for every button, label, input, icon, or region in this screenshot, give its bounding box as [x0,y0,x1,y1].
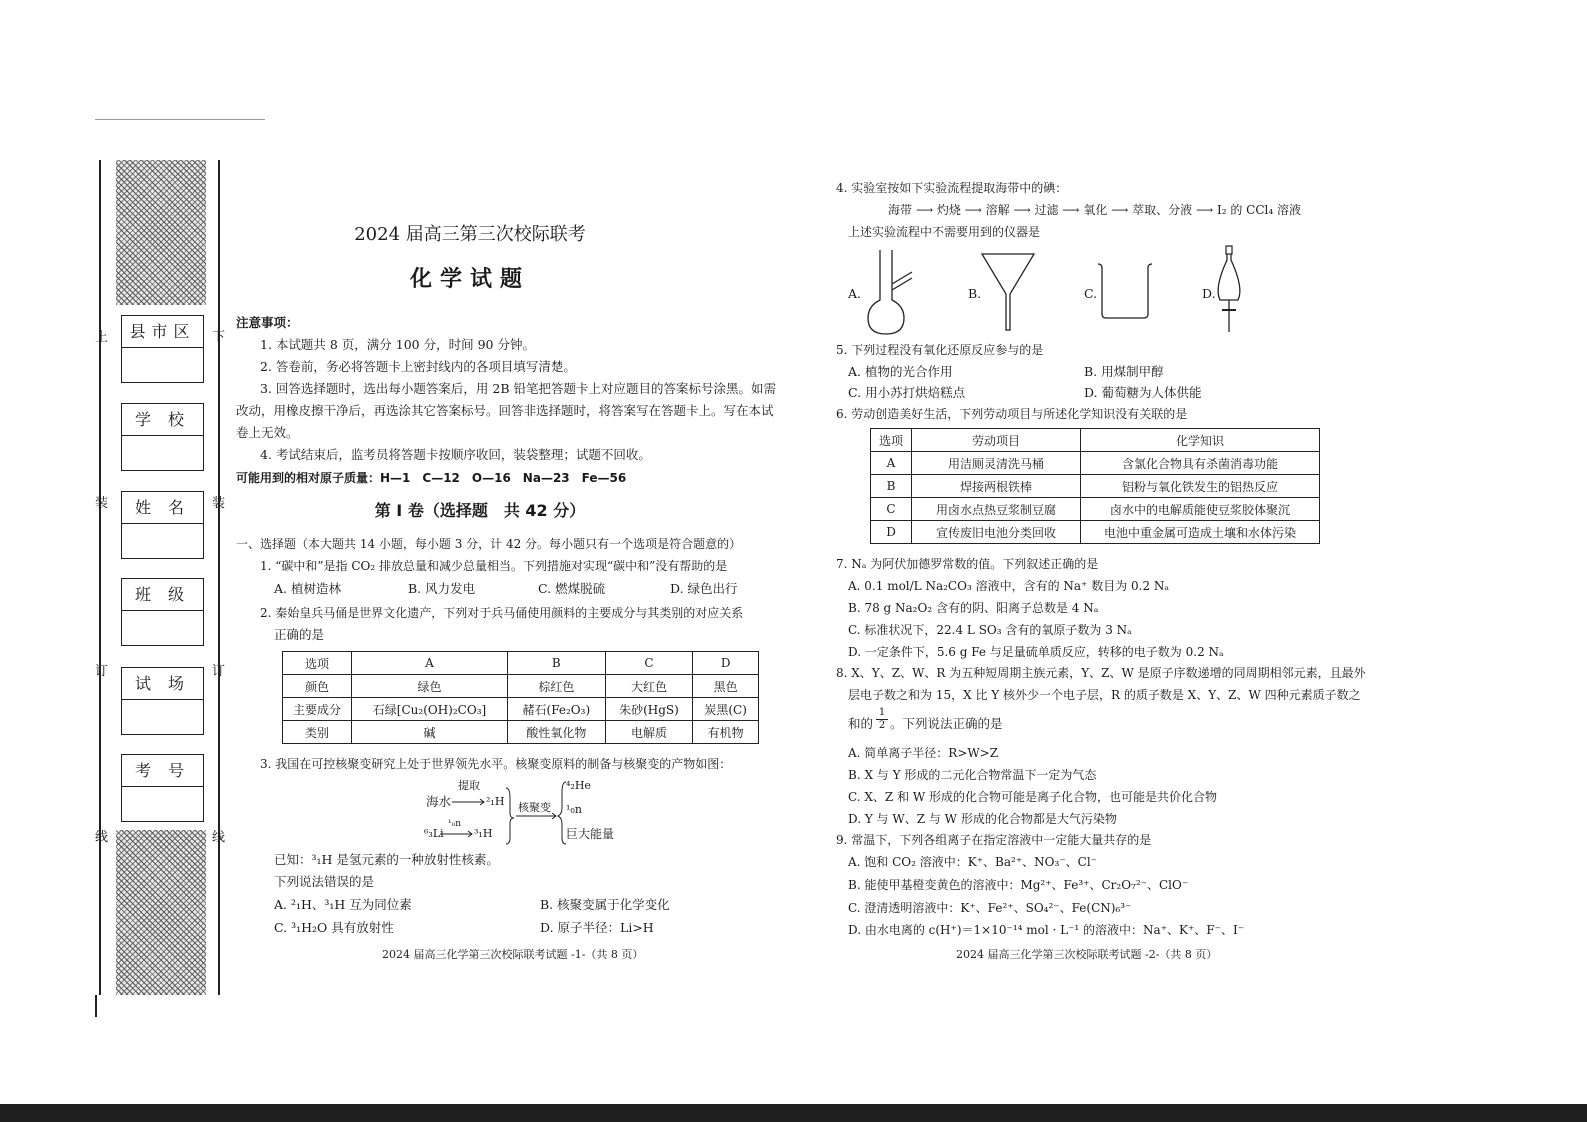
q4-stem: 4. 实验室按如下实验流程提取海带中的碘： [836,181,1068,195]
q2-cell: 赭石(Fe₂O₃) [508,698,606,721]
q9-option-b: B. 能使甲基橙变黄色的溶液中：Mg²⁺、Fe³⁺、Cr₂O₇²⁻、ClO⁻ [848,878,1189,892]
q5-option-d: D. 葡萄糖为人体供能 [1084,385,1202,400]
field-school[interactable] [121,403,204,471]
binding-pattern-top [116,160,206,305]
q7-option-a: A. 0.1 mol/L Na₂CO₃ 溶液中，含有的 Na⁺ 数目为 0.2 Nₐ [848,579,1170,593]
q6-cell: 选项 [871,429,912,452]
q8-fraction [876,707,888,732]
q8-fraction-num: 1 [876,707,888,720]
q8-fraction-den: 2 [878,720,886,731]
part-intro: 一、选择题（本大题共 14 小题，每小题 3 分，计 42 分。每小题只有一个选项是符合题意的） [236,537,742,551]
q3-option-c: C. ³₁H₂O 具有放射性 [274,920,394,935]
q6-cell: A [871,452,912,475]
q8-line-2: 层电子数之和为 15，X 比 Y 核外少一个电子层，R 的质子数是 X、Y、Z、W 四种元素质子数之 [848,688,1361,702]
q8-option-a: A. 简单离子半径：R>W>Z [848,746,999,760]
right-mark-down: 下 [212,330,226,345]
q6-cell: D [871,521,912,544]
q6-cell: B [871,475,912,498]
binding-pattern-bottom [116,830,206,995]
q6-cell: 用卤水点热豆浆制豆腐 [912,498,1081,521]
notice-heading: 注意事项： [236,315,299,330]
q9-option-a: A. 饱和 CO₂ 溶液中：K⁺、Ba²⁺、NO₃⁻、Cl⁻ [848,855,1098,869]
q4-separatory-funnel-icon [1212,244,1246,336]
q2-cell: 炭黑(C) [693,698,759,721]
q3-option-a: A. ²₁H、³₁H 互为同位素 [274,897,412,912]
q6-cell: 宣传废旧电池分类回收 [912,521,1081,544]
notice-3: 3. 回答选择题时，选出每小题答案后，用 2B 铅笔把答题卡上对应题目的答案标号涂黑。如需 [260,381,776,396]
field-name-label: 姓 名 [122,492,203,524]
left-mark-bind: 装 [95,496,109,511]
q3-known: 已知：³₁H 是氢元素的一种放射性核素。 [274,852,499,867]
q3-ask: 下列说法错误的是 [274,874,375,889]
q2-cell: 酸性氧化物 [508,721,606,744]
field-class[interactable] [121,578,204,646]
q4-flask-icon [866,248,916,336]
notice-1: 1. 本试题共 8 页，满分 100 分，时间 90 分钟。 [260,337,535,352]
q1-option-b: B. 风力发电 [408,581,476,596]
q2-cell: A [352,652,508,675]
q2-cell: 碱 [352,721,508,744]
q5-option-c: C. 用小苏打烘焙糕点 [848,385,966,400]
q1-option-a: A. 植树造林 [274,581,341,596]
q4-label-c: C. [1084,286,1098,301]
q3-diagram [420,778,620,848]
q3-neutron: ¹₀n [448,819,462,829]
field-room-label: 试 场 [122,668,203,700]
q7-option-b: B. 78 g Na₂O₂ 含有的阴、阳离子总数是 4 Nₐ [848,601,1099,615]
q2-cell: 黑色 [693,675,759,698]
q3-option-b: B. 核聚变属于化学变化 [540,897,670,912]
notice-3-end: 卷上无效。 [236,425,299,440]
binding-line-left [99,160,101,995]
right-mark-line: 线 [212,830,226,845]
q3-li: ⁶₃Li [424,827,444,840]
q6-cell: C [871,498,912,521]
q4-beaker-icon [1096,262,1154,322]
q2-table [282,651,759,744]
field-county-label: 县市区 [122,316,203,348]
q6-table [870,428,1320,544]
footer-right: 2024 届高三化学第三次校际联考试题 -2-（共 8 页） [956,948,1218,961]
q6-cell: 电池中重金属可造成土壤和水体污染 [1081,521,1320,544]
q3-h3: ³₁H [474,827,493,840]
notice-2: 2. 答卷前，务必将答题卡上密封线内的各项目填写清楚。 [260,359,576,374]
q3-seawater: 海水 [426,794,452,809]
q6-cell: 卤水中的电解质能使豆浆胶体聚沉 [1081,498,1320,521]
notice-3-cont: 改动，用橡皮擦干净后，再选涂其它答案标号。回答非选择题时，将答案写在答题卡上。写在本试 [236,403,774,418]
q3-energy: 巨大能量 [566,827,615,841]
q3-stem: 3. 我国在可控核聚变研究上处于世界领先水平。核聚变原料的制备与核聚变的产物如图： [260,757,732,771]
q2-cell: 石绿[Cu₂(OH)₂CO₃] [352,698,508,721]
field-number[interactable] [121,754,204,822]
q5-stem: 5. 下列过程没有氧化还原反应参与的是 [836,343,1044,357]
binding-line-right [218,160,220,995]
q3-fusion-label: 核聚变 [518,801,551,814]
q6-cell: 劳动项目 [912,429,1081,452]
q4-ask: 上述实验流程中不需要用到的仪器是 [848,225,1041,239]
q4-label-d: D. [1202,286,1216,301]
q2-stem-1: 2. 秦始皇兵马俑是世界文化遗产，下列对于兵马俑使用颜料的主要成分与其类别的对应关系 [260,606,744,620]
q2-cell: D [693,652,759,675]
q2-cell: C [605,652,693,675]
q2-cell: 绿色 [352,675,508,698]
atomic-mass: 可能用到的相对原子质量：H—1 C—12 O—16 Na—23 Fe—56 [236,471,627,485]
q3-he: ⁴₂He [566,779,591,792]
right-mark-order: 订 [212,664,226,679]
scan-bottom-band [0,1104,1587,1122]
q8-line-3a: 和的 [848,716,874,731]
q9-stem: 9. 常温下，下列各组离子在指定溶液中一定能大量共存的是 [836,833,1152,847]
right-mark-bind: 装 [212,496,226,511]
notice-4: 4. 考试结束后，监考员将答题卡按顺序收回，装袋整理；试题不回收。 [260,447,651,462]
q2-cell: 主要成分 [283,698,352,721]
q2-cell: 颜色 [283,675,352,698]
q5-option-a: A. 植物的光合作用 [848,364,953,379]
q3-extract-label: 提取 [458,779,480,792]
q4-label-b: B. [968,286,982,301]
left-mark-line: 线 [95,830,109,845]
left-mark-order: 订 [95,664,109,679]
q6-cell: 用洁厕灵清洗马桶 [912,452,1081,475]
q7-stem: 7. Nₐ 为阿伏加德罗常数的值。下列叙述正确的是 [836,557,1099,571]
q8-option-c: C. X、Z 和 W 形成的化合物可能是离子化合物，也可能是共价化合物 [848,790,1218,804]
field-school-label: 学 校 [122,404,203,436]
q6-stem: 6. 劳动创造美好生活，下列劳动项目与所述化学知识没有关联的是 [836,407,1188,421]
field-name[interactable] [121,491,204,559]
field-number-label: 考 号 [122,755,203,787]
q6-cell: 化学知识 [1081,429,1320,452]
q3-neutron-2: ¹₀n [566,803,582,816]
section-title: 第 Ⅰ 卷（选择题 共 42 分） [374,501,586,520]
q3-h2: ²₁H [486,795,505,808]
q2-cell: B [508,652,606,675]
q2-cell: 朱砂(HgS) [605,698,693,721]
q6-cell: 含氯化合物具有杀菌消毒功能 [1081,452,1320,475]
q9-option-d: D. 由水电离的 c(H⁺)＝1×10⁻¹⁴ mol · L⁻¹ 的溶液中：Na⁺、K⁺、F⁻、I⁻ [848,923,1245,937]
q1-option-d: D. 绿色出行 [670,581,738,596]
q8-line-1: 8. X、Y、Z、W、R 为五种短周期主族元素，Y、Z、W 是原子序数递增的同周期相邻元素，且最外 [836,666,1366,680]
field-class-label: 班 级 [122,579,203,611]
q8-line-3b: 。下列说法正确的是 [890,716,1003,731]
q4-funnel-icon [980,252,1036,332]
q2-stem-2: 正确的是 [274,627,325,642]
scan-top-line [95,119,265,120]
field-county[interactable] [121,315,204,383]
q8-option-b: B. X 与 Y 形成的二元化合物常温下一定为气态 [848,768,1097,782]
q5-option-b: B. 用煤制甲醇 [1084,364,1164,379]
exam-title: 2024 届高三第三次校际联考 [354,224,586,245]
q2-cell: 类别 [283,721,352,744]
footer-left: 2024 届高三化学第三次校际联考试题 -1-（共 8 页） [382,948,644,961]
q1-stem: 1. “碳中和”是指 CO₂ 排放总量和减少总量相当。下列措施对实现“碳中和”没有帮助的是 [260,559,728,573]
q1-option-c: C. 燃煤脱硫 [538,581,606,596]
q9-option-c: C. 澄清透明溶液中：K⁺、Fe²⁺、SO₄²⁻、Fe(CN)₆³⁻ [848,901,1132,915]
q2-cell: 棕红色 [508,675,606,698]
q2-cell: 电解质 [605,721,693,744]
q7-option-c: C. 标准状况下，22.4 L SO₃ 含有的氧原子数为 3 Nₐ [848,623,1132,637]
q3-option-d: D. 原子半径：Li>H [540,920,654,935]
q6-cell: 焊接两根铁棒 [912,475,1081,498]
left-mark-up: 上 [95,330,109,345]
q2-cell: 选项 [283,652,352,675]
q4-flow: 海带 ⟶ 灼烧 ⟶ 溶解 ⟶ 过滤 ⟶ 氧化 ⟶ 萃取、分液 ⟶ I₂ 的 CCl₄ 溶液 [888,203,1301,217]
q6-cell: 铝粉与氧化铁发生的铝热反应 [1081,475,1320,498]
q4-label-a: A. [848,286,862,301]
q8-option-d: D. Y 与 W、Z 与 W 形成的化合物都是大气污染物 [848,812,1117,826]
q7-option-d: D. 一定条件下，5.6 g Fe 与足量硫单质反应，转移的电子数为 0.2 Nₐ [848,645,1224,659]
field-room[interactable] [121,667,204,735]
q2-cell: 大红色 [605,675,693,698]
scan-edge-mark [95,995,97,1017]
q2-cell: 有机物 [693,721,759,744]
exam-subject: 化学试题 [409,267,530,292]
